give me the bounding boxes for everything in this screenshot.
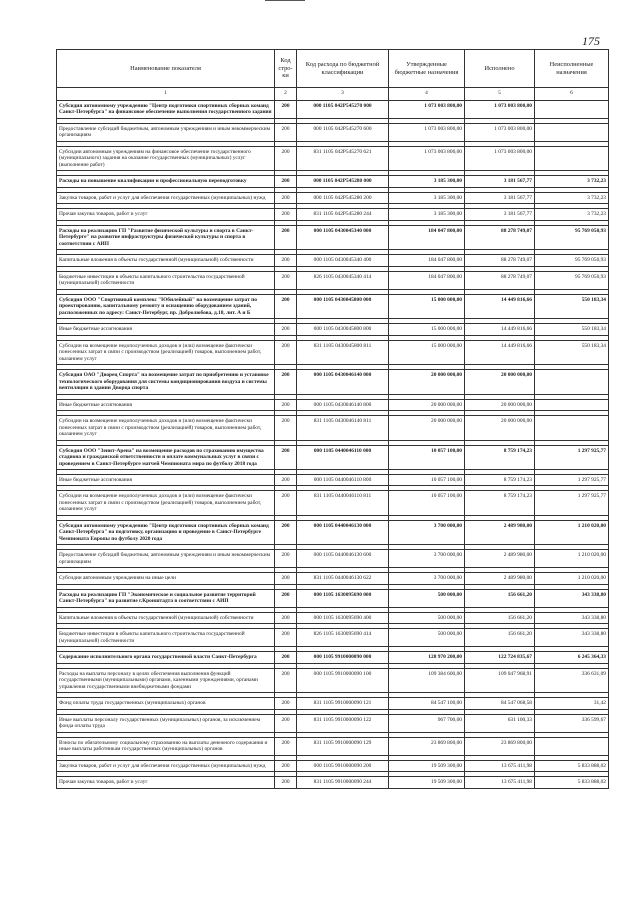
row-expense-code-cell: 000 1105 0440046110 800 (297, 474, 389, 485)
row-line-code-cell: 200 (275, 370, 297, 394)
row-name-cell: Предоставление субсидий бюджетным, автономным учреждениям и иным некоммерческим организациям (57, 123, 275, 141)
page-number: 175 (582, 34, 600, 48)
row-line-code-cell: 200 (275, 612, 297, 623)
row-unexecuted-cell (535, 399, 609, 410)
row-approved-cell: 500 000,00 (389, 612, 465, 623)
row-expense-code-cell: 000 1105 0440046130 000 (297, 520, 389, 544)
column-number: 4 (389, 88, 465, 101)
row-unexecuted-cell: 1 297 925,77 (535, 445, 609, 469)
row-approved-cell: 10 057 100,00 (389, 445, 465, 469)
row-name-cell: Закупка товаров, работ и услуг для обеспечения государственных (муниципальных) нужд (57, 760, 275, 771)
row-line-code-cell: 200 (275, 573, 297, 584)
row-line-code-cell: 200 (275, 271, 297, 289)
table-row (57, 123, 609, 141)
table-row (57, 255, 609, 266)
row-expense-code-cell: 000 1105 1630095690 400 (297, 612, 389, 623)
row-name-cell: Иные выплаты персоналу государственных (муниципальных) органов, за исключением фонда оплаты труда (57, 714, 275, 732)
row-line-code-cell: 200 (275, 777, 297, 788)
row-unexecuted-cell: 95 769 050,93 (535, 255, 609, 266)
table-row (57, 737, 609, 755)
row-name-cell: Субсидии автономным учреждениям на финансовое обеспечение государственного (муниципального) задания на оказание государственных (муниципальных) услуг (выполнение работ) (57, 146, 275, 170)
row-expense-code-cell: 831 1105 0430046140 811 (297, 416, 389, 440)
row-line-code-cell: 200 (275, 652, 297, 663)
table-row (57, 271, 609, 289)
column-number-row (57, 88, 609, 101)
budget-execution-table (56, 49, 609, 789)
row-approved-cell: 1 073 003 800,00 (389, 101, 465, 119)
row-approved-cell: 500 000,00 (389, 629, 465, 647)
row-executed-cell: 14 449 816,66 (465, 294, 535, 318)
table-row (57, 445, 609, 469)
row-line-code-cell: 200 (275, 737, 297, 755)
row-name-cell: Субсидия ОАО "Дворец Спорта" на возмещение затрат по приобретению и установке технологического оборудования для системы кондиционирования воздуха и системы вентиляции в здании Дворца спорта (57, 370, 275, 394)
row-line-code-cell: 200 (275, 520, 297, 544)
row-name-cell: Субсидия автономному учреждению "Центр подготовки спортивных сборных команд Санкт-Петербурга" на подготовку, организацию и проведение в Санкт-Петербурге Чемпионата Европы по футболу 2020 года (57, 520, 275, 544)
row-unexecuted-cell (535, 146, 609, 170)
row-line-code-cell: 200 (275, 340, 297, 364)
row-unexecuted-cell: 6 245 364,33 (535, 652, 609, 663)
table-row (57, 668, 609, 692)
row-expense-code-cell: 831 1105 9910000090 122 (297, 714, 389, 732)
row-executed-cell: 2 489 980,00 (465, 550, 535, 568)
row-executed-cell: 88 278 749,07 (465, 225, 535, 249)
row-expense-code-cell: 000 1105 9910000090 000 (297, 652, 389, 663)
row-executed-cell: 2 489 980,00 (465, 573, 535, 584)
row-name-cell: Субсидии на возмещение недополученных доходов и (или) возмещение фактически понесенных затрат в связи с производством (реализацией) товаров, выполнением работ, оказанием услуг (57, 416, 275, 440)
row-approved-cell: 1 073 003 800,00 (389, 123, 465, 141)
row-executed-cell: 1 073 003 800,00 (465, 101, 535, 119)
column-number: 5 (465, 88, 535, 101)
table-row (57, 573, 609, 584)
row-unexecuted-cell: 5 833 888,02 (535, 777, 609, 788)
row-expense-code-cell: 000 1105 042Р545280 000 (297, 176, 389, 187)
table-row (57, 612, 609, 623)
row-approved-cell: 23 869 800,00 (389, 737, 465, 755)
row-approved-cell: 10 057 100,00 (389, 474, 465, 485)
row-name-cell: Расходы на повышение квалификации и профессиональную переподготовку (57, 176, 275, 187)
row-line-code-cell: 200 (275, 668, 297, 692)
row-unexecuted-cell: 343 338,80 (535, 612, 609, 623)
row-unexecuted-cell (535, 101, 609, 119)
row-approved-cell: 3 185 300,00 (389, 209, 465, 220)
row-executed-cell: 156 661,20 (465, 589, 535, 607)
table-row (57, 225, 609, 249)
row-executed-cell: 1 073 003 800,00 (465, 123, 535, 141)
row-expense-code-cell: 831 1105 042Р545270 621 (297, 146, 389, 170)
row-name-cell: Иные бюджетные ассигнования (57, 324, 275, 335)
row-unexecuted-cell: 343 338,80 (535, 629, 609, 647)
scan-edge-line (265, 0, 305, 1)
row-expense-code-cell: 000 1105 042Р545270 000 (297, 101, 389, 119)
row-name-cell: Субсидии на возмещение недополученных доходов и (или) возмещение фактически понесенных затрат в связи с производством (реализацией) товаров, выполнением работ, оказанием услуг (57, 340, 275, 364)
table-row (57, 176, 609, 187)
table-row (57, 370, 609, 394)
row-name-cell: Бюджетные инвестиции в объекты капитального строительства государственной (муниципальной) собственности (57, 271, 275, 289)
row-name-cell: Взносы по обязательному социальному страхованию на выплаты денежного содержания и иные выплаты работникам государственных (муниципальных) органов (57, 737, 275, 755)
row-executed-cell: 156 661,20 (465, 629, 535, 647)
row-executed-cell: 13 675 411,98 (465, 760, 535, 771)
row-line-code-cell: 200 (275, 714, 297, 732)
row-unexecuted-cell: 3 732,23 (535, 176, 609, 187)
row-executed-cell: 8 759 174,23 (465, 491, 535, 515)
row-name-cell: Субсидия ООО "Зенит-Арена" на возмещение расходов по страхованию имущества стадиона и гражданской ответственности и оплате коммунальных услуг в связи с проведением в Санкт-Петербурге матчей Чемпионата мира по футболу 2018 года (57, 445, 275, 469)
row-line-code-cell: 200 (275, 209, 297, 220)
table-row (57, 589, 609, 607)
row-approved-cell: 184 047 800,00 (389, 225, 465, 249)
row-unexecuted-cell: 336 599,67 (535, 714, 609, 732)
row-line-code-cell: 200 (275, 101, 297, 119)
row-expense-code-cell: 000 1105 0430045800 000 (297, 294, 389, 318)
row-unexecuted-cell: 3 732,23 (535, 192, 609, 203)
row-name-cell: Субсидия ООО "Спортивный комплекс "Юбилейный" на возмещение затрат по проектированию, капитальному ремонту и оснащению оборудованием зданий, расположенных по адресу: Санкт-Петербург, пр. Добролюбова, д.18, лит. А и Б (57, 294, 275, 318)
row-expense-code-cell: 000 1105 0430045800 800 (297, 324, 389, 335)
row-line-code-cell: 200 (275, 550, 297, 568)
row-name-cell: Прочая закупка товаров, работ и услуг (57, 209, 275, 220)
row-line-code-cell: 200 (275, 416, 297, 440)
row-unexecuted-cell: 95 769 050,93 (535, 225, 609, 249)
column-number: 1 (57, 88, 275, 101)
row-expense-code-cell: 826 1105 1630095690 414 (297, 629, 389, 647)
table-row (57, 416, 609, 440)
row-unexecuted-cell: 5 833 888,02 (535, 760, 609, 771)
row-executed-cell: 20 000 000,00 (465, 399, 535, 410)
row-expense-code-cell: 831 1105 0440046110 811 (297, 491, 389, 515)
table-row (57, 192, 609, 203)
row-unexecuted-cell (535, 123, 609, 141)
row-unexecuted-cell: 550 183,34 (535, 340, 609, 364)
row-executed-cell: 84 547 068,58 (465, 698, 535, 709)
row-expense-code-cell: 831 1105 042Р545280 244 (297, 209, 389, 220)
row-executed-cell: 109 047 968,91 (465, 668, 535, 692)
row-line-code-cell: 200 (275, 146, 297, 170)
row-executed-cell: 631 100,33 (465, 714, 535, 732)
row-name-cell: Содержание исполнительного органа государственной власти Санкт-Петербурга (57, 652, 275, 663)
row-expense-code-cell: 831 1105 9910000090 129 (297, 737, 389, 755)
row-expense-code-cell: 000 1105 9910000090 200 (297, 760, 389, 771)
row-approved-cell: 109 384 600,00 (389, 668, 465, 692)
row-unexecuted-cell (535, 370, 609, 394)
row-line-code-cell: 200 (275, 760, 297, 771)
row-name-cell: Бюджетные инвестиции в объекты капитального строительства государственной (муниципальной) собственности (57, 629, 275, 647)
row-unexecuted-cell: 95 769 050,93 (535, 271, 609, 289)
table-body (57, 101, 609, 789)
row-name-cell: Капитальные вложения в объекты государственной (муниципальной) собственности (57, 255, 275, 266)
row-executed-cell: 8 759 174,23 (465, 474, 535, 485)
row-executed-cell: 1 073 003 800,00 (465, 146, 535, 170)
row-approved-cell: 3 700 000,00 (389, 550, 465, 568)
table-row (57, 550, 609, 568)
row-name-cell: Предоставление субсидий бюджетным, автономным учреждениям и иным некоммерческим организациям (57, 550, 275, 568)
row-executed-cell: 122 724 835,67 (465, 652, 535, 663)
table-row (57, 777, 609, 788)
header-approved: Утвержденные бюджетные назначения (389, 50, 465, 88)
row-line-code-cell: 200 (275, 294, 297, 318)
column-number: 6 (535, 88, 609, 101)
table-row (57, 474, 609, 485)
row-approved-cell: 10 057 100,00 (389, 491, 465, 515)
table-row (57, 340, 609, 364)
row-unexecuted-cell: 1 297 925,77 (535, 491, 609, 515)
row-expense-code-cell: 831 1105 9910000090 121 (297, 698, 389, 709)
header-name: Наименование показателя (57, 50, 275, 88)
table-row (57, 698, 609, 709)
row-unexecuted-cell: 1 297 925,77 (535, 474, 609, 485)
row-name-cell: Иные бюджетные ассигнования (57, 474, 275, 485)
row-approved-cell: 1 073 003 800,00 (389, 146, 465, 170)
row-approved-cell: 15 000 000,00 (389, 294, 465, 318)
row-expense-code-cell: 831 1105 9910000090 244 (297, 777, 389, 788)
row-approved-cell: 20 000 000,00 (389, 370, 465, 394)
row-approved-cell: 500 000,00 (389, 589, 465, 607)
row-name-cell: Закупка товаров, работ и услуг для обеспечения государственных (муниципальных) нужд (57, 192, 275, 203)
row-expense-code-cell: 000 1105 0440046110 000 (297, 445, 389, 469)
table-row (57, 101, 609, 119)
row-line-code-cell: 200 (275, 399, 297, 410)
table-row (57, 324, 609, 335)
row-expense-code-cell: 000 1105 0440046130 600 (297, 550, 389, 568)
row-line-code-cell: 200 (275, 225, 297, 249)
row-approved-cell: 3 185 300,00 (389, 192, 465, 203)
row-line-code-cell: 200 (275, 629, 297, 647)
row-executed-cell: 23 869 800,00 (465, 737, 535, 755)
row-line-code-cell: 200 (275, 123, 297, 141)
row-approved-cell: 15 000 000,00 (389, 324, 465, 335)
row-executed-cell: 2 489 980,00 (465, 520, 535, 544)
table-row (57, 760, 609, 771)
row-expense-code-cell: 831 1105 0440046130 622 (297, 573, 389, 584)
row-approved-cell: 15 000 000,00 (389, 340, 465, 364)
row-line-code-cell: 200 (275, 324, 297, 335)
row-expense-code-cell: 000 1105 1630095690 000 (297, 589, 389, 607)
column-number: 2 (275, 88, 297, 101)
row-approved-cell: 128 970 200,00 (389, 652, 465, 663)
row-approved-cell: 3 700 000,00 (389, 573, 465, 584)
row-line-code-cell: 200 (275, 176, 297, 187)
row-executed-cell: 156 661,20 (465, 612, 535, 623)
row-unexecuted-cell: 550 183,34 (535, 324, 609, 335)
row-unexecuted-cell: 550 183,34 (535, 294, 609, 318)
header-expense-code: Код расхода по бюджетной классификации (297, 50, 389, 88)
table-row (57, 629, 609, 647)
row-approved-cell: 19 509 300,00 (389, 760, 465, 771)
row-unexecuted-cell: 1 210 020,00 (535, 573, 609, 584)
header-unexecuted: Неисполненные назначения (535, 50, 609, 88)
row-name-cell: Иные бюджетные ассигнования (57, 399, 275, 410)
row-executed-cell: 3 181 567,77 (465, 176, 535, 187)
row-name-cell: Прочая закупка товаров, работ и услуг (57, 777, 275, 788)
row-name-cell: Субсидия автономному учреждению "Центр подготовки спортивных сборных команд Санкт-Петербурга" на финансовое обеспечение выполнения государственного задания (57, 101, 275, 119)
table-header-row (57, 50, 609, 88)
row-line-code-cell: 200 (275, 445, 297, 469)
row-executed-cell: 3 181 567,77 (465, 209, 535, 220)
row-executed-cell: 88 278 749,07 (465, 255, 535, 266)
row-expense-code-cell: 831 1105 0430045800 811 (297, 340, 389, 364)
row-executed-cell: 88 278 749,07 (465, 271, 535, 289)
row-name-cell: Расходы на выплаты персоналу в целях обеспечения выполнения функций государственными (муниципальными) органами, казенными учреждениями, органами управления государственными внебюджетными фондами (57, 668, 275, 692)
row-expense-code-cell: 000 1105 0430045340 000 (297, 225, 389, 249)
row-approved-cell: 3 700 000,00 (389, 520, 465, 544)
row-unexecuted-cell (535, 416, 609, 440)
row-approved-cell: 967 700,00 (389, 714, 465, 732)
row-line-code-cell: 200 (275, 698, 297, 709)
table-row (57, 294, 609, 318)
row-approved-cell: 20 000 000,00 (389, 416, 465, 440)
row-executed-cell: 3 181 567,77 (465, 192, 535, 203)
row-executed-cell: 14 449 816,66 (465, 340, 535, 364)
row-line-code-cell: 200 (275, 192, 297, 203)
column-number: 3 (297, 88, 389, 101)
row-approved-cell: 184 047 800,00 (389, 255, 465, 266)
header-line-code: Код стро-ки (275, 50, 297, 88)
table-row (57, 209, 609, 220)
row-expense-code-cell: 000 1105 9910000090 100 (297, 668, 389, 692)
row-name-cell: Капитальные вложения в объекты государственной (муниципальной) собственности (57, 612, 275, 623)
header-executed: Исполнено (465, 50, 535, 88)
row-executed-cell: 8 759 174,23 (465, 445, 535, 469)
row-unexecuted-cell: 336 631,09 (535, 668, 609, 692)
table-row (57, 520, 609, 544)
row-name-cell: Субсидии автономным учреждениям на иные цели (57, 573, 275, 584)
row-approved-cell: 3 185 300,00 (389, 176, 465, 187)
row-approved-cell: 184 047 800,00 (389, 271, 465, 289)
row-name-cell: Субсидии на возмещение недополученных доходов и (или) возмещение фактически понесенных затрат в связи с производством (реализацией) товаров, выполнением работ, оказанием услуг (57, 491, 275, 515)
row-unexecuted-cell (535, 737, 609, 755)
row-unexecuted-cell: 3 732,23 (535, 209, 609, 220)
row-name-cell: Расходы на реализацию ГП "Экономическое и социальное развитие территорий Санкт-Петербурга" на развитие г.Кронштадта в соответствии с АИП (57, 589, 275, 607)
row-executed-cell: 20 000 000,00 (465, 370, 535, 394)
row-expense-code-cell: 000 1105 042Р545280 200 (297, 192, 389, 203)
table-row (57, 652, 609, 663)
row-line-code-cell: 200 (275, 474, 297, 485)
row-unexecuted-cell: 343 338,80 (535, 589, 609, 607)
row-expense-code-cell: 000 1105 0430046140 800 (297, 399, 389, 410)
table-row (57, 714, 609, 732)
row-executed-cell: 20 000 000,00 (465, 416, 535, 440)
row-executed-cell: 13 675 411,98 (465, 777, 535, 788)
row-approved-cell: 19 509 300,00 (389, 777, 465, 788)
row-expense-code-cell: 826 1105 0430045340 414 (297, 271, 389, 289)
row-line-code-cell: 200 (275, 589, 297, 607)
row-approved-cell: 84 547 100,00 (389, 698, 465, 709)
row-expense-code-cell: 000 1105 042Р545270 600 (297, 123, 389, 141)
row-executed-cell: 14 449 816,66 (465, 324, 535, 335)
table-row (57, 491, 609, 515)
row-unexecuted-cell: 31,42 (535, 698, 609, 709)
row-name-cell: Расходы на реализацию ГП "Развитие физической культуры и спорта в Санкт-Петербурге" на развитие инфраструктуры физической культуры и спорта в соответствии с АИП (57, 225, 275, 249)
row-expense-code-cell: 000 1105 0430045340 400 (297, 255, 389, 266)
row-name-cell: Фонд оплаты труда государственных (муниципальных) органов (57, 698, 275, 709)
table-row (57, 399, 609, 410)
row-line-code-cell: 200 (275, 255, 297, 266)
row-unexecuted-cell: 1 210 020,00 (535, 550, 609, 568)
row-line-code-cell: 200 (275, 491, 297, 515)
row-expense-code-cell: 000 1105 0430046140 000 (297, 370, 389, 394)
row-unexecuted-cell: 1 210 020,00 (535, 520, 609, 544)
table-row (57, 146, 609, 170)
row-approved-cell: 20 000 000,00 (389, 399, 465, 410)
